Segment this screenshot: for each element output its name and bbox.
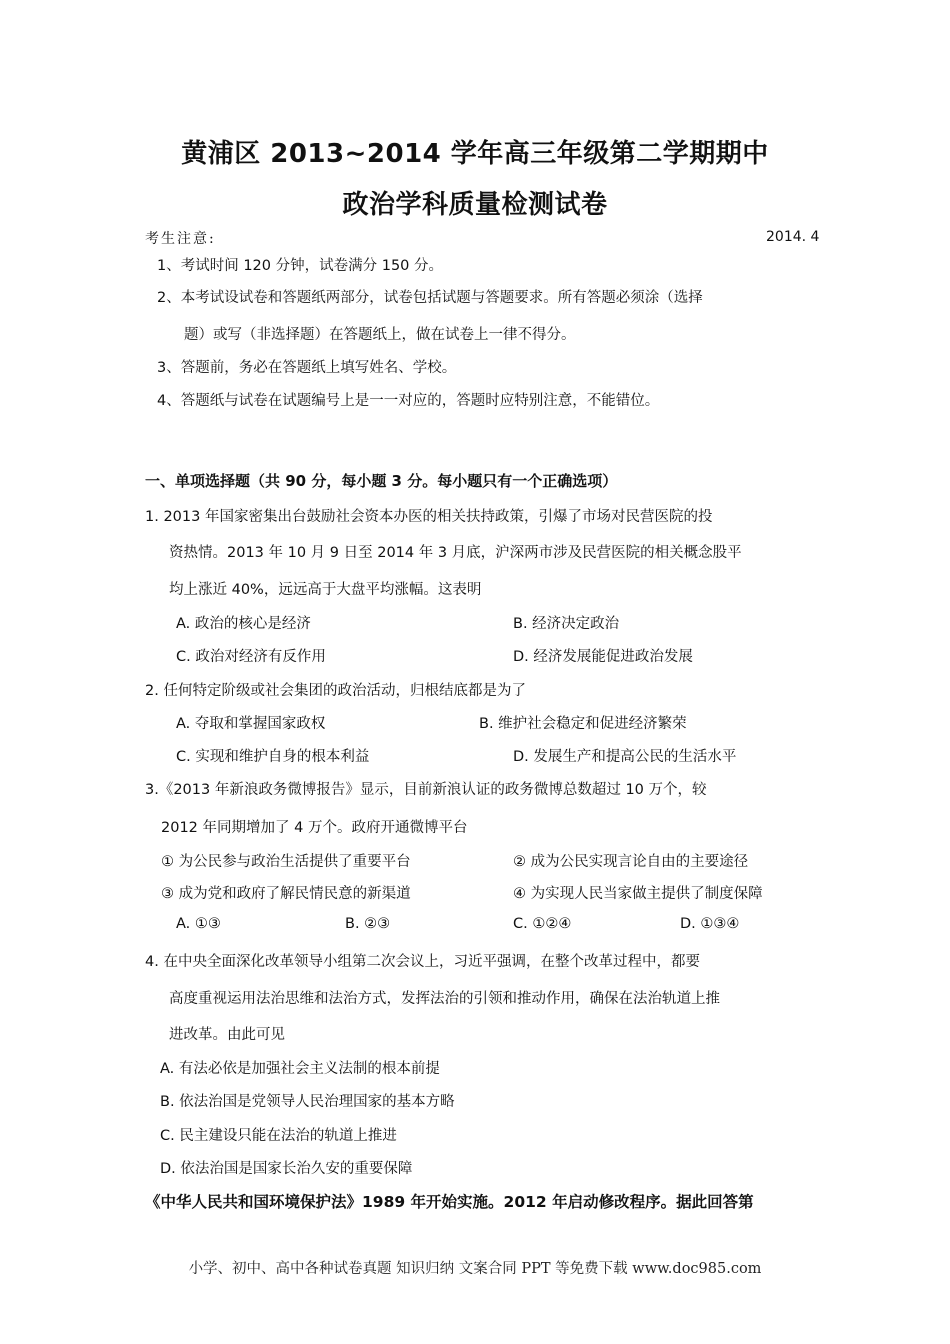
q1-option-c: C. 政治对经济有反作用 [176,649,326,665]
section-heading: 一、单项选择题（共 90 分，每小题 3 分。每小题只有一个正确选项） [145,472,618,490]
q3-option-c: C. ①②④ [513,916,572,932]
passage-intro: 《中华人民共和国环境保护法》1989 年开始实施。2012 年启动修改程序。据此回答第 [145,1193,754,1211]
q4-option-b: B. 依法治国是党领导人民治理国家的基本方略 [160,1094,455,1110]
q4-stem-line3: 进改革。由此可见 [169,1027,285,1043]
q2-option-a: A. 夺取和掌握国家政权 [176,716,326,732]
q3-statement-3: ③ 成为党和政府了解民情民意的新渠道 [161,886,411,902]
q2-option-b: B. 维护社会稳定和促进经济繁荣 [479,716,687,732]
q3-option-d: D. ①③④ [680,916,740,932]
q3-stem-line1: 3.《2013 年新浪政务微博报告》显示，目前新浪认证的政务微博总数超过 10 万个，较 [145,782,707,798]
q4-option-c: C. 民主建设只能在法治的轨道上推进 [160,1128,397,1144]
q3-option-b: B. ②③ [345,916,391,932]
q4-stem-line2: 高度重视运用法治思维和法治方式，发挥法治的引领和推动作用，确保在法治轨道上推 [169,991,720,1007]
q1-stem-line3: 均上涨近 40%，远远高于大盘平均涨幅。这表明 [169,582,482,598]
notice-item-4: 4、答题纸与试卷在试题编号上是一一对应的，答题时应特别注意，不能错位。 [157,393,660,409]
q1-option-d: D. 经济发展能促进政治发展 [513,649,693,665]
q4-stem-line1: 4. 在中央全面深化改革领导小组第二次会议上，习近平强调，在整个改革过程中，都要 [145,954,700,970]
q3-stem-line2: 2012 年同期增加了 4 万个。政府开通微博平台 [161,820,468,836]
notice-label: 考生注意: [145,231,216,247]
q3-statement-2: ② 成为公民实现言论自由的主要途径 [513,854,749,870]
q1-stem-line2: 资热情。2013 年 10 月 9 日至 2014 年 3 月底，沪深两市涉及民营医院的相关概念股平 [169,545,742,561]
q2-option-c: C. 实现和维护自身的根本利益 [176,749,370,765]
q2-option-d: D. 发展生产和提高公民的生活水平 [513,749,737,765]
notice-item-2-cont: 题）或写（非选择题）在答题纸上，做在试卷上一律不得分。 [184,327,576,343]
q3-statement-4: ④ 为实现人民当家做主提供了制度保障 [513,886,763,902]
q4-option-a: A. 有法必依是加强社会主义法制的根本前提 [160,1061,440,1077]
q1-option-b: B. 经济决定政治 [513,616,620,632]
q2-stem: 2. 任何特定阶级或社会集团的政治活动，归根结底都是为了 [145,683,526,699]
notice-item-2: 2、本考试设试卷和答题纸两部分，试卷包括试题与答题要求。所有答题必须涂（选择 [157,290,703,306]
q4-option-d: D. 依法治国是国家长治久安的重要保障 [160,1161,413,1177]
q1-option-a: A. 政治的核心是经济 [176,616,311,632]
exam-date: 2014. 4 [766,229,820,245]
page-title-line1: 黄浦区 2013~2014 学年高三年级第二学期期中 [181,139,769,169]
notice-item-1: 1、考试时间 120 分钟，试卷满分 150 分。 [157,258,444,274]
notice-item-3: 3、答题前，务必在答题纸上填写姓名、学校。 [157,360,457,376]
footer-text: 小学、初中、高中各种试卷真题 知识归纳 文案合同 PPT 等免费下载 www.doc985.com [188,1261,762,1277]
q3-statement-1: ① 为公民参与政治生活提供了重要平台 [161,854,411,870]
page-title-line2: 政治学科质量检测试卷 [342,190,608,220]
q3-option-a: A. ①③ [176,916,221,932]
q1-stem-line1: 1. 2013 年国家密集出台鼓励社会资本办医的相关扶持政策，引爆了市场对民营医院的投 [145,509,713,525]
